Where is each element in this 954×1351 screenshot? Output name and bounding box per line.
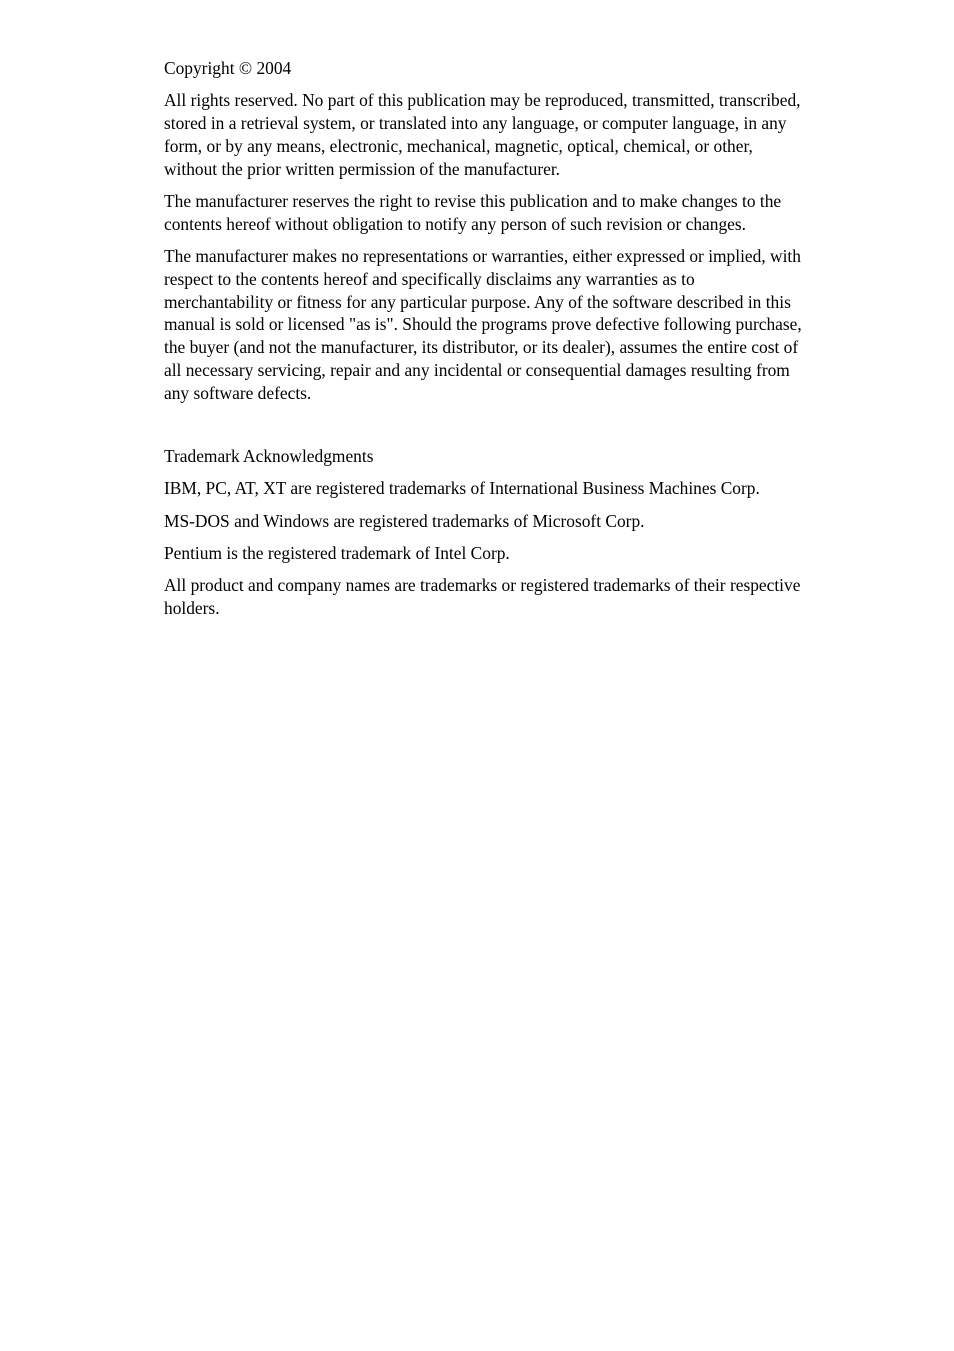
trademark-intel-paragraph: Pentium is the registered trademark of Intel Corp. xyxy=(164,543,510,564)
trademark-microsoft-paragraph: MS-DOS and Windows are registered trademarks of Microsoft Corp. xyxy=(164,510,645,531)
trademark-general-paragraph: All product and company names are trademarks or registered trademarks of their respective holders. xyxy=(164,575,801,619)
section-spacer xyxy=(164,414,804,445)
document-page xyxy=(164,57,804,629)
trademark-ibm-paragraph: IBM, PC, AT, XT are registered trademarks of International Business Machines Corp. xyxy=(164,478,760,499)
rights-reserved-paragraph: All rights reserved. No part of this publication may be reproduced, transmitted, transcribed, stored in a retrieval system, or translated into any language, or computer language, in any form, or by any means, electronic, mechanical, magnetic, optical, chemical, or other, without the prior written permission of the manufacturer. xyxy=(164,90,801,179)
revision-paragraph: The manufacturer reserves the right to revise this publication and to make changes to the contents hereof without obligation to notify any person of such revision or changes. xyxy=(164,190,782,234)
warranty-disclaimer-paragraph: The manufacturer makes no representations or warranties, either expressed or implied, with respect to the contents hereof and specifically disclaims any warranties as to merchantability or fitness for any particular purpose. Any of the software described in this manual is sold or licensed "as is". Should the programs prove defective following purchase, the buyer (and not the manufacturer, its distributor, or its dealer), assumes the entire cost of all necessary servicing, repair and any incidental or consequential damages resulting from any software defects. xyxy=(164,246,802,403)
trademark-heading: Trademark Acknowledgments xyxy=(164,446,374,467)
copyright-line: Copyright © 2004 xyxy=(164,58,292,78)
